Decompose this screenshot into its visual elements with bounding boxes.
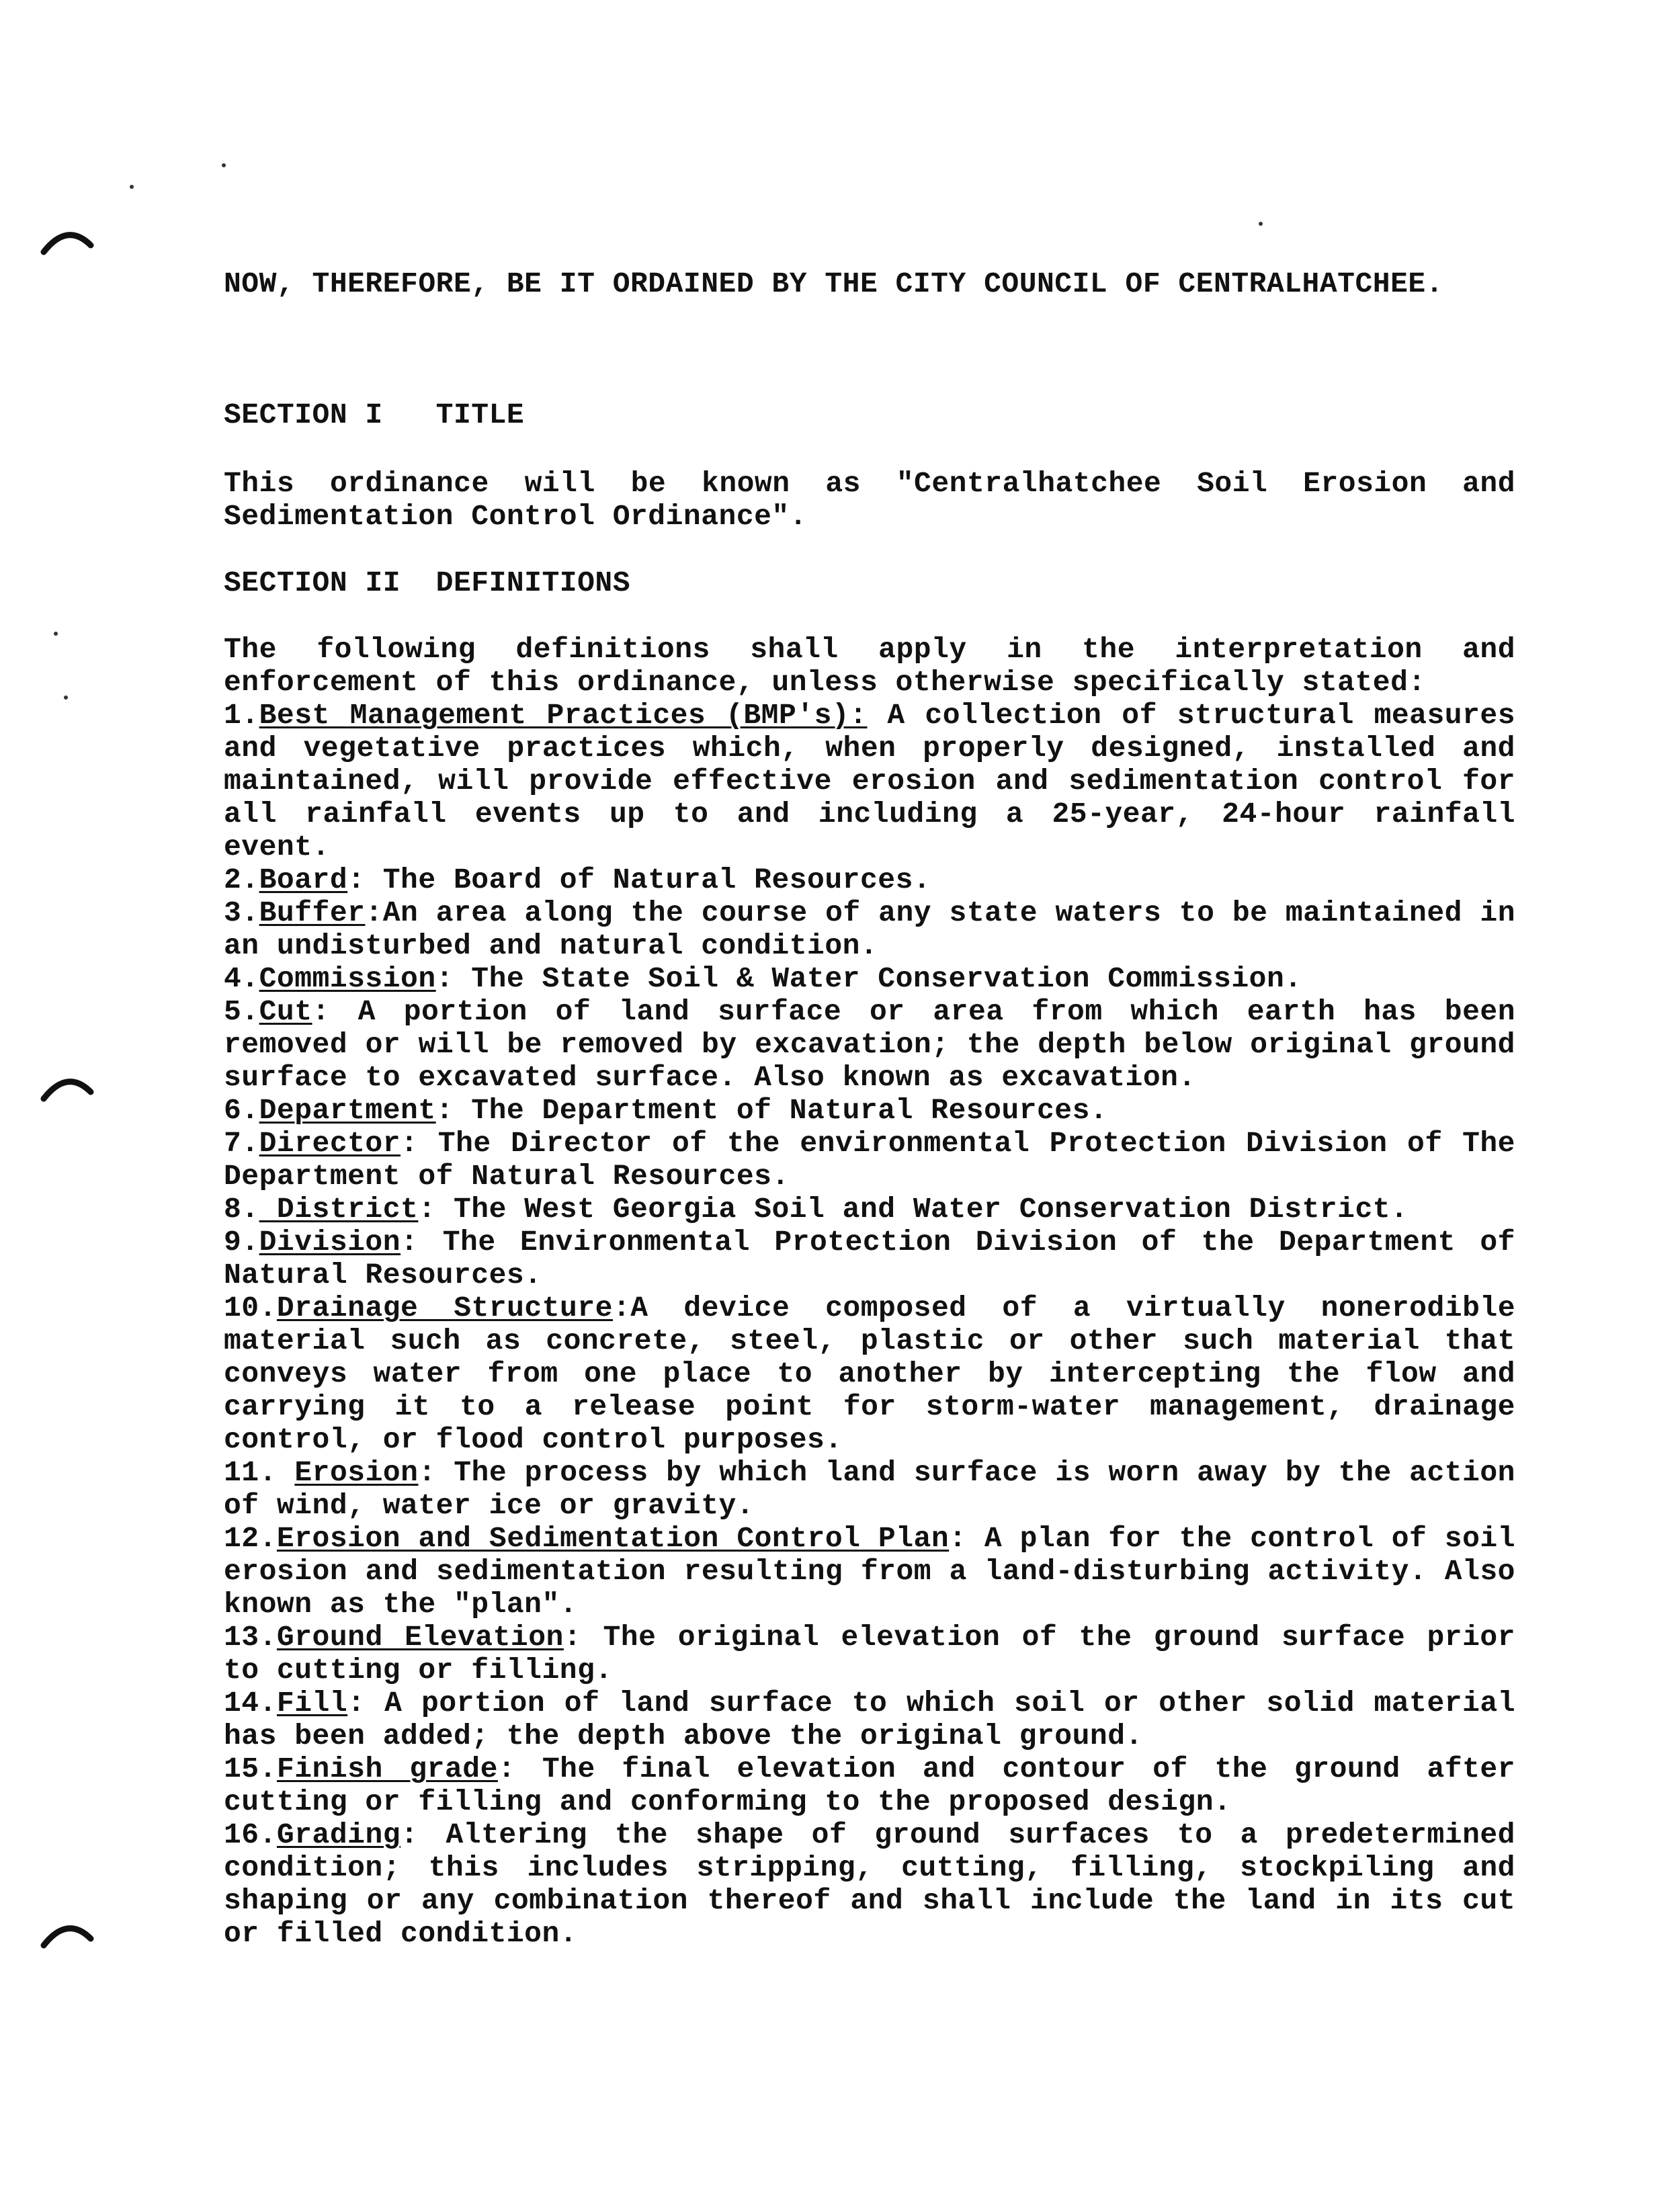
definition-text: : The Environmental Protection Division of the Department of Natural Resources. — [224, 1226, 1515, 1292]
definition-item — [224, 699, 1515, 863]
definition-number: 4. — [224, 962, 259, 995]
definition-item — [224, 1621, 1515, 1687]
definition-number: 14. — [224, 1687, 277, 1720]
definition-number: 12. — [224, 1522, 277, 1555]
punch-hole-middle-icon — [40, 1072, 94, 1105]
definition-number: 6. — [224, 1094, 259, 1127]
definition-term: Commission — [259, 962, 436, 995]
definition-text: : A portion of land surface to which soil or other solid material has been added; the depth above the original ground. — [224, 1687, 1515, 1753]
definition-term: Fill — [276, 1687, 348, 1720]
definition-number: 1. — [224, 699, 259, 732]
definition-item — [224, 896, 1515, 962]
section-1-body-text: This ordinance will be known as "Centralhatchee Soil Erosion and Sedimentation Control Ordinance". — [224, 467, 1515, 533]
definition-text: : A portion of land surface or area from which earth has been removed or will be removed by excavation; the depth below original ground surface to excavated surface. Also known as excavation. — [224, 995, 1515, 1094]
definition-item — [224, 1094, 1515, 1127]
definition-number: 7. — [224, 1127, 259, 1160]
section-1-heading — [224, 398, 1515, 431]
definition-term: Department — [259, 1094, 436, 1127]
definition-item — [224, 1522, 1515, 1621]
scan-speck — [1259, 222, 1263, 226]
section-2-number: SECTION II — [224, 566, 401, 599]
definition-text: :A device composed of a virtually nonerodible material such as concrete, steel, plastic or other such material that conveys water from one place to another by intercepting the flow and carrying it to a release point for storm-water management, drainage control, or flood control purposes. — [224, 1292, 1515, 1456]
definition-item — [224, 1456, 1515, 1522]
definition-text: A collection of structural measures and vegetative practices which, when properly designed, installed and maintained, will provide effective erosion and sedimentation control for all rainfall events up to and including a 25-year, 24-hour rainfall event. — [224, 699, 1516, 863]
definitions-intro: The following definitions shall apply in the interpretation and enforcement of this ordinance, unless otherwise specifically stated: — [224, 633, 1515, 699]
definition-number: 16. — [224, 1818, 277, 1851]
definition-item — [224, 995, 1515, 1094]
definition-number: 2. — [224, 863, 259, 896]
definition-number: 13. — [224, 1621, 277, 1654]
definition-item — [224, 1226, 1515, 1292]
definition-term: District — [259, 1193, 419, 1226]
section-2-heading — [224, 566, 1515, 599]
preamble-text: NOW, THEREFORE, BE IT ORDAINED BY THE CITY COUNCIL OF CENTRALHATCHEE. — [224, 267, 1443, 300]
definition-number: 5. — [224, 995, 259, 1028]
definition-item — [224, 1292, 1515, 1456]
definition-item — [224, 1818, 1515, 1950]
definition-number: 8. — [224, 1193, 259, 1226]
definition-text: : The original elevation of the ground surface prior to cutting or filling. — [224, 1621, 1515, 1687]
definition-term: Board — [259, 863, 348, 896]
definition-term: Grading — [276, 1818, 401, 1851]
section-1-number: SECTION I — [224, 398, 383, 431]
section-2-title: DEFINITIONS — [435, 566, 631, 599]
definition-text: : The final elevation and contour of the ground after cutting or filling and conforming to the proposed design. — [224, 1753, 1515, 1818]
definition-term: Division — [259, 1226, 401, 1259]
definition-item — [224, 863, 1515, 896]
definition-text: : Altering the shape of ground surfaces to a predetermined condition; this includes stripping, cutting, filling, stockpiling and shaping or any combination thereof and shall include the land in its cut or filled condition. — [224, 1818, 1515, 1950]
section-1-title: TITLE — [435, 398, 525, 431]
definition-item — [224, 962, 1515, 995]
definition-text: : The West Georgia Soil and Water Conservation District. — [418, 1193, 1409, 1226]
definition-term: Best Management Practices (BMP's): — [259, 699, 868, 732]
definition-item — [224, 1127, 1515, 1193]
punch-hole-top-icon — [40, 225, 94, 259]
definition-text: : The process by which land surface is worn away by the action of wind, water ice or gravity. — [224, 1456, 1515, 1522]
definition-term: Finish grade — [276, 1753, 498, 1785]
definitions-block — [224, 633, 1515, 1950]
scan-speck — [222, 163, 226, 167]
definition-term: Erosion — [294, 1456, 419, 1489]
definition-number: 15. — [224, 1753, 277, 1785]
definition-number: 11. — [224, 1456, 295, 1489]
section-1-body — [224, 467, 1515, 533]
definition-text: : The Director of the environmental Protection Division of The Department of Natural Resources. — [224, 1127, 1515, 1193]
definition-item — [224, 1193, 1515, 1226]
definition-term: Cut — [259, 995, 312, 1028]
definition-number: 3. — [224, 896, 259, 929]
definition-text: : The State Soil & Water Conservation Commission. — [435, 962, 1302, 995]
definition-text: :An area along the course of any state waters to be maintained in an undisturbed and natural condition. — [224, 896, 1515, 962]
scan-speck — [64, 695, 68, 700]
definition-number: 10. — [224, 1292, 277, 1324]
definition-term: Erosion and Sedimentation Control Plan — [276, 1522, 950, 1555]
definition-item — [224, 1753, 1515, 1818]
definition-text: : The Board of Natural Resources. — [347, 863, 931, 896]
definition-item — [224, 1687, 1515, 1753]
scan-speck — [130, 185, 134, 189]
preamble — [224, 267, 1515, 300]
definition-term: Director — [259, 1127, 401, 1160]
punch-hole-bottom-icon — [40, 1919, 94, 1952]
definition-term: Drainage Structure — [276, 1292, 613, 1324]
definition-term: Buffer — [259, 896, 366, 929]
definition-text: : The Department of Natural Resources. — [435, 1094, 1108, 1127]
definition-term: Ground Elevation — [276, 1621, 564, 1654]
scan-speck — [54, 632, 58, 636]
definition-number: 9. — [224, 1226, 259, 1259]
definition-text: : A plan for the control of soil erosion and sedimentation resulting from a land-disturbing activity. Also known as the "plan". — [224, 1522, 1516, 1621]
